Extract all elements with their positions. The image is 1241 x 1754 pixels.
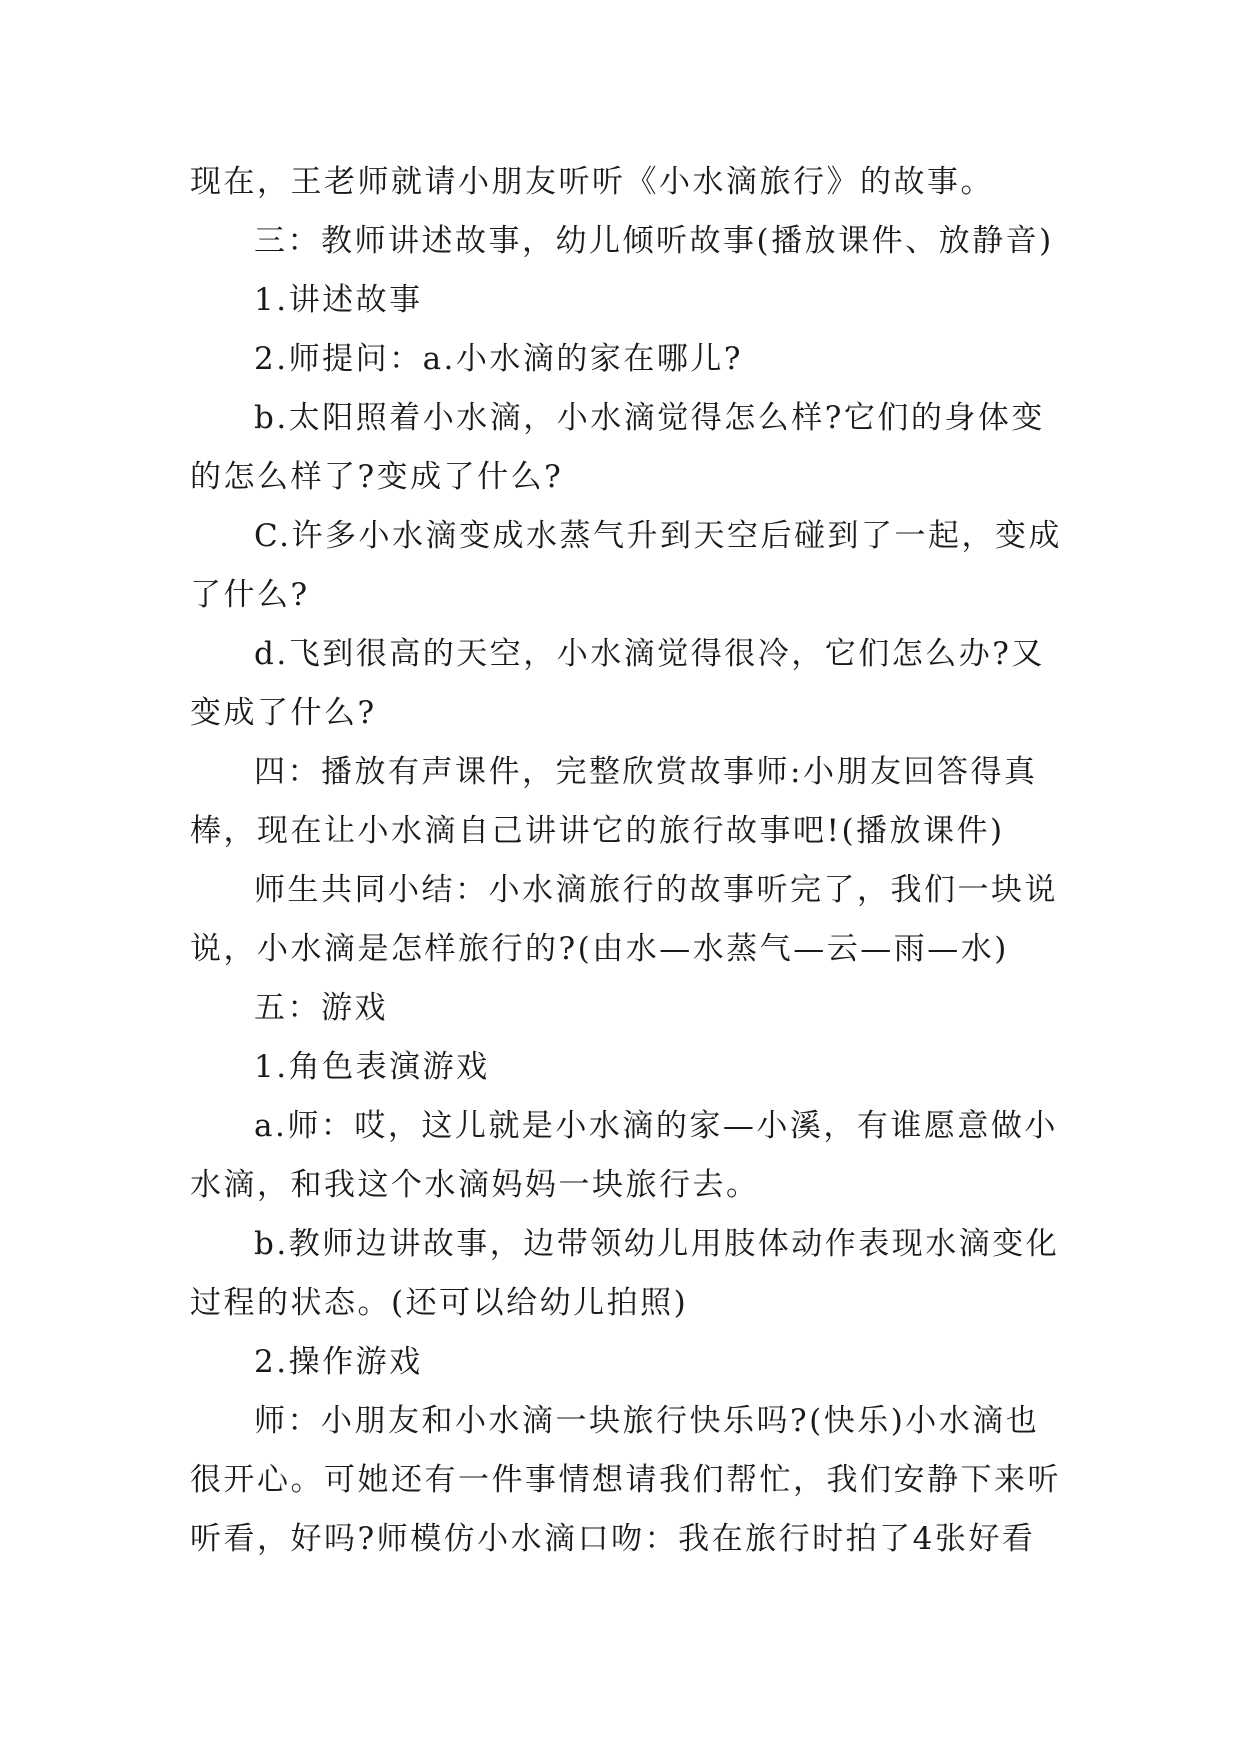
summary-line-2: 说，小水滴是怎样旅行的?(由水—水蒸气—云—雨—水) bbox=[190, 931, 1009, 967]
list-item-2: 2.师提问：a.小水滴的家在哪儿? bbox=[254, 341, 744, 377]
game-a-line-2: 水滴，和我这个水滴妈妈一块旅行去。 bbox=[190, 1167, 760, 1203]
section-heading-3: 三：教师讲述故事，幼儿倾听故事(播放课件、放静音) bbox=[254, 223, 1054, 259]
operation-line-3: 听看，好吗?师模仿小水滴口吻：我在旅行时拍了4张好看 bbox=[190, 1521, 1036, 1557]
game-a-line-1: a.师：哎，这儿就是小水滴的家—小溪，有谁愿意做小 bbox=[254, 1108, 1058, 1144]
section-heading-5: 五：游戏 bbox=[254, 990, 388, 1026]
operation-line-1: 师：小朋友和小水滴一块旅行快乐吗?(快乐)小水滴也 bbox=[254, 1403, 1040, 1439]
paragraph-line-1: 现在，王老师就请小朋友听听《小水滴旅行》的故事。 bbox=[190, 164, 994, 200]
section-heading-4-line-1: 四：播放有声课件，完整欣赏故事师:小朋友回答得真 bbox=[254, 754, 1038, 790]
game-b-line-2: 过程的状态。(还可以给幼儿拍照) bbox=[190, 1285, 689, 1321]
question-c-line-2: 了什么? bbox=[190, 577, 310, 613]
operation-line-2: 很开心。可她还有一件事情想请我们帮忙，我们安静下来听 bbox=[190, 1462, 1061, 1498]
game-item-2: 2.操作游戏 bbox=[254, 1344, 423, 1380]
game-b-line-1: b.教师边讲故事，边带领幼儿用肢体动作表现水滴变化 bbox=[254, 1226, 1060, 1262]
game-item-1: 1.角色表演游戏 bbox=[254, 1049, 490, 1085]
question-d-line-2: 变成了什么? bbox=[190, 695, 377, 731]
list-item-1: 1.讲述故事 bbox=[254, 282, 423, 318]
document-body bbox=[190, 153, 1070, 1569]
section-heading-4-line-2: 棒，现在让小水滴自己讲讲它的旅行故事吧!(播放课件) bbox=[190, 813, 1005, 849]
question-c-line-1: C.许多小水滴变成水蒸气升到天空后碰到了一起，变成 bbox=[254, 518, 1062, 554]
question-b-line-1: b.太阳照着小水滴，小水滴觉得怎么样?它们的身体变 bbox=[254, 400, 1045, 436]
summary-line-1: 师生共同小结：小水滴旅行的故事听完了，我们一块说 bbox=[254, 872, 1058, 908]
question-b-line-2: 的怎么样了?变成了什么? bbox=[190, 459, 564, 495]
question-d-line-1: d.飞到很高的天空，小水滴觉得很冷，它们怎么办?又 bbox=[254, 636, 1045, 672]
